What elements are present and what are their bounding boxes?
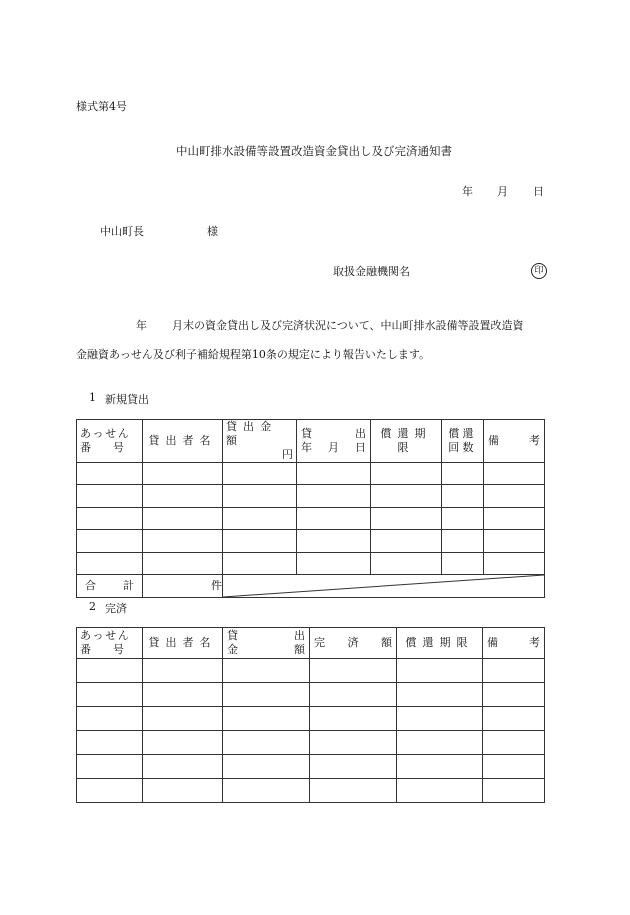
header-loan-amount: 貸出金額 円 <box>223 420 297 463</box>
date-day: 日 <box>533 185 544 198</box>
header-repayment-period: 償還期限 <box>397 628 483 659</box>
section2-number: 2 <box>89 600 96 613</box>
body-line-2: 金融資あっせん及び利子補給規程第10条の規定により報告いたします。 <box>76 348 431 361</box>
sender-label: 取扱金融機関名 <box>333 265 410 278</box>
total-row <box>77 575 545 598</box>
table-row <box>77 659 545 683</box>
table-header-row <box>77 420 545 463</box>
header-borrower: 貸出者名 <box>143 628 223 659</box>
table-row <box>77 683 545 707</box>
header-loan-date: 貸 出 年 月 日 <box>297 420 371 463</box>
table-row <box>77 731 545 755</box>
body-year: 年 <box>136 319 147 332</box>
diagonal-line <box>223 575 544 597</box>
table-row <box>77 755 545 779</box>
new-loans-table <box>76 419 545 598</box>
table-row <box>77 707 545 731</box>
table-row <box>77 485 545 508</box>
section1-number: 1 <box>89 391 96 404</box>
total-diagonal-cell <box>223 575 545 598</box>
table-row <box>77 553 545 575</box>
total-label: 合 計 <box>77 575 143 598</box>
form-number: 様式第4号 <box>76 100 127 113</box>
header-repaid-amount: 完 済 額 <box>310 628 397 659</box>
date-year: 年 <box>462 185 473 198</box>
section1-heading: 新規貸出 <box>105 393 149 406</box>
header-mediation-number: あっせん 番 号 <box>77 628 143 659</box>
header-repayment-period: 償還期限 <box>371 420 442 463</box>
repaid-table <box>76 627 545 803</box>
table-header-row <box>77 628 545 659</box>
table-row <box>77 530 545 553</box>
table-row <box>77 508 545 530</box>
seal-mark: 印 <box>531 263 547 279</box>
addressee-honorific: 様 <box>207 225 218 238</box>
header-borrower: 貸出者名 <box>143 420 223 463</box>
header-repayment-count: 償還 回数 <box>442 420 484 463</box>
table-row <box>77 463 545 485</box>
header-remarks: 備 考 <box>484 420 545 463</box>
section2-heading: 完済 <box>105 602 127 615</box>
table-row <box>77 779 545 803</box>
document-title: 中山町排水設備等設置改造資金貸出し及び完済通知書 <box>176 144 452 158</box>
date-month: 月 <box>497 185 508 198</box>
header-remarks: 備 考 <box>483 628 545 659</box>
addressee-name: 中山町長 <box>100 225 144 238</box>
total-count-unit: 件 <box>143 575 223 598</box>
header-loan-amount: 貸 出 金 額 <box>223 628 310 659</box>
body-line-1: 月末の資金貸出し及び完済状況について、中山町排水設備等設置改造資 <box>172 319 524 332</box>
header-mediation-number: あっせん 番 号 <box>77 420 143 463</box>
